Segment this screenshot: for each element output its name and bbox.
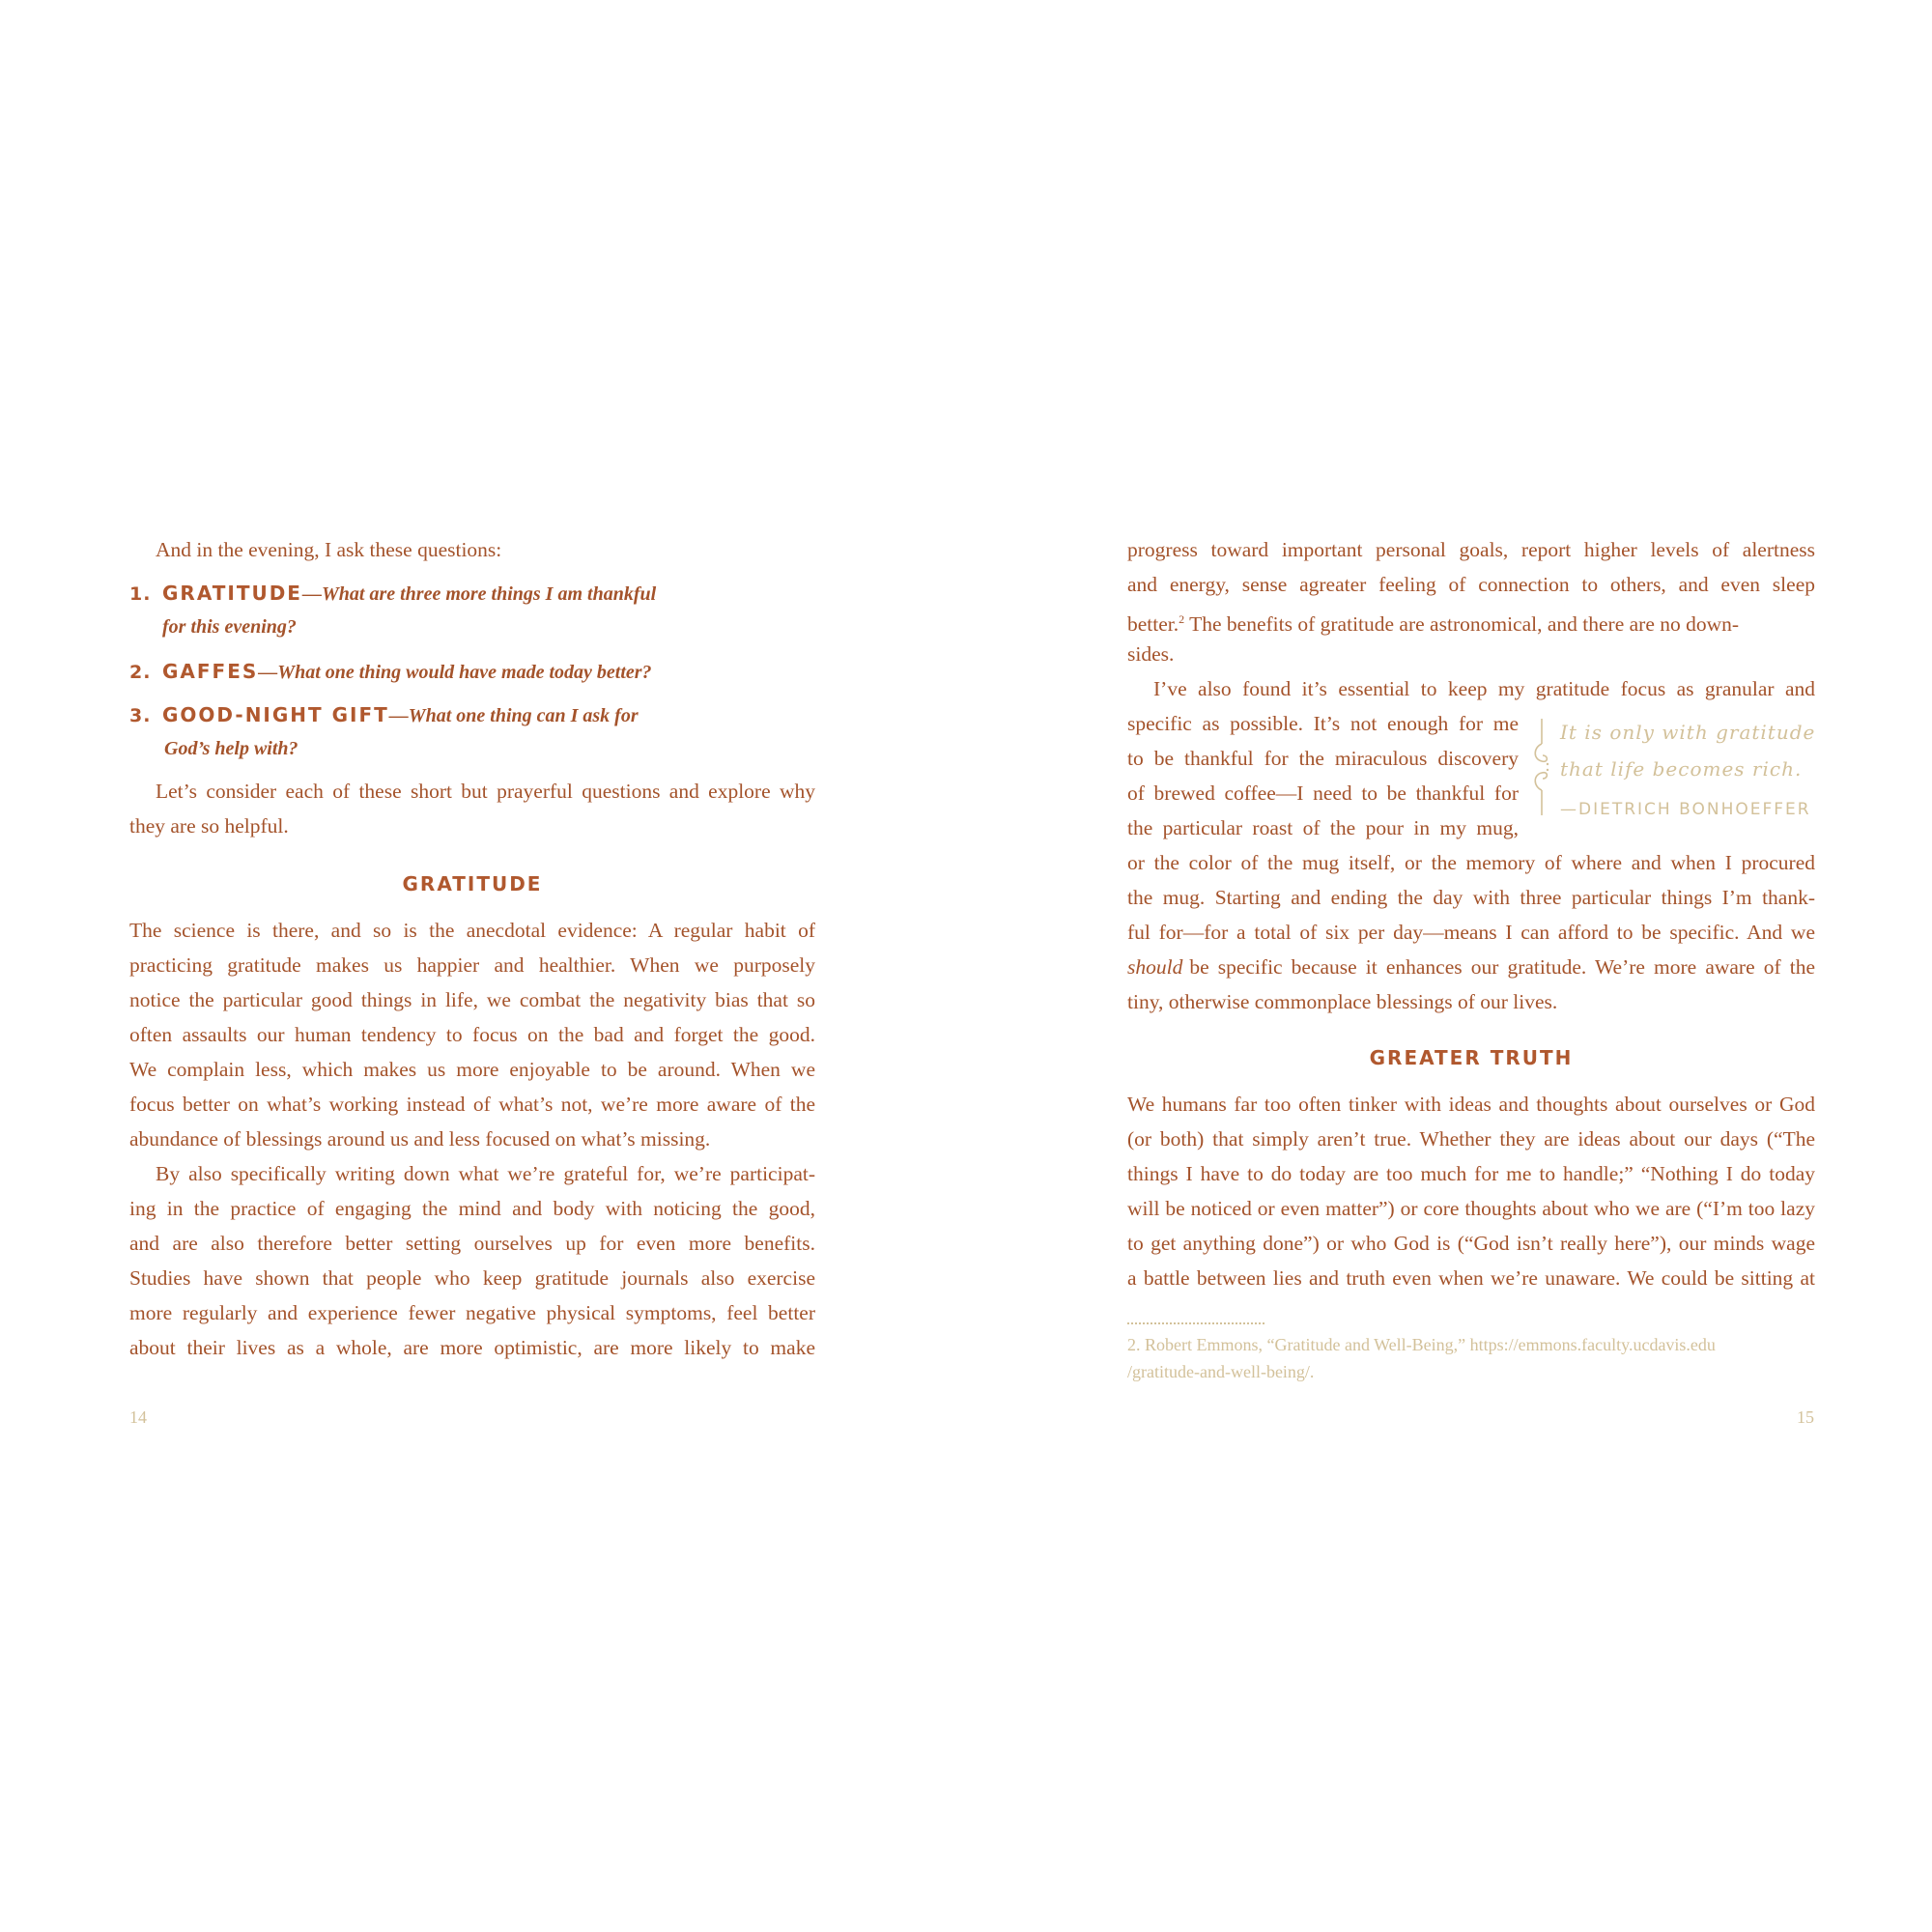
body-text: be specific because it enhances our gratitude. We’re more aware of the xyxy=(1189,955,1815,979)
body-line: focus better on what’s working instead of what’s not, we’re more aware of the xyxy=(129,1093,815,1116)
list-question-continued: for this evening? xyxy=(162,616,297,638)
list-number: 3. xyxy=(129,705,152,726)
body-line: and energy, sense agreater feeling of connection to others, and even sleep xyxy=(1127,573,1815,596)
body-line: progress toward important personal goals, report higher levels of alertness xyxy=(1127,538,1815,561)
transition-line: Let’s consider each of these short but prayerful questions and explore why xyxy=(156,780,815,803)
body-line: abundance of blessings around us and less focused on what’s missing. xyxy=(129,1127,711,1151)
list-question: What one thing can I ask for xyxy=(408,705,639,726)
body-line: things I have to do today are too much for me to handle;” “Nothing I do today xyxy=(1127,1162,1815,1185)
list-dash: — xyxy=(388,705,409,726)
body-line-with-emphasis xyxy=(1127,950,1815,984)
body-text: The benefits of gratitude are astronomical, and there are no down- xyxy=(1184,612,1740,637)
scroll-bracket-ornament-icon xyxy=(1531,717,1552,817)
body-line: We humans far too often tinker with ideas and thoughts about ourselves or God xyxy=(1127,1093,1815,1116)
transition-line: they are so helpful. xyxy=(129,814,289,838)
list-item-gratitude xyxy=(129,582,656,606)
body-line: the mug. Starting and ending the day with three particular things I’m thank- xyxy=(1127,886,1815,909)
body-line: more regularly and experience fewer negative physical symptoms, feel better xyxy=(129,1301,815,1324)
body-line: of brewed coffee—I need to be thankful for xyxy=(1127,781,1519,805)
list-question: What are three more things I am thankful xyxy=(321,583,657,605)
body-line: By also specifically writing down what we’re grateful for, we’re participat- xyxy=(156,1162,815,1185)
pull-quote-line: that life becomes rich. xyxy=(1560,757,1803,781)
body-text: better. xyxy=(1127,612,1179,637)
list-question: What one thing would have made today better? xyxy=(277,662,652,683)
body-line: sides. xyxy=(1127,642,1175,666)
list-term: GRATITUDE xyxy=(162,582,302,605)
footnote-line: /gratitude-and-well-being/. xyxy=(1127,1362,1315,1381)
footnote-marker: 2 xyxy=(1179,612,1185,626)
body-line: ful for—for a total of six per day—means I can afford to be specific. And we xyxy=(1127,921,1815,944)
list-item-gaffes xyxy=(129,660,652,684)
body-line: and are also therefore better setting ourselves up for even more benefits. xyxy=(129,1232,815,1255)
body-line: notice the particular good things in life, we combat the negativity bias that so xyxy=(129,988,815,1011)
pull-quote-attribution: —DIETRICH BONHOEFFER xyxy=(1560,800,1811,819)
body-line: ing in the practice of engaging the mind and body with noticing the good, xyxy=(129,1197,815,1220)
body-line: or the color of the mug itself, or the memory of where and when I procured xyxy=(1127,851,1815,874)
body-line: to get anything done”) or who God is (“God isn’t really here”), our minds wage xyxy=(1127,1232,1815,1255)
section-heading-gratitude: GRATITUDE xyxy=(402,872,543,895)
pull-quote xyxy=(1531,717,1840,833)
body-line: We complain less, which makes us more enjoyable to be around. When we xyxy=(129,1058,815,1081)
list-term: GAFFES xyxy=(162,660,259,683)
body-line: to be thankful for the miraculous discovery xyxy=(1127,747,1519,770)
section-heading-greater-truth: GREATER TRUTH xyxy=(1369,1046,1574,1069)
body-line: Studies have shown that people who keep gratitude journals also exercise xyxy=(129,1266,815,1290)
body-line: The science is there, and so is the anecdotal evidence: A regular habit of xyxy=(129,919,815,942)
pull-quote-line: It is only with gratitude xyxy=(1560,721,1816,744)
body-line: will be noticed or even matter”) or core thoughts about who we are (“I’m too lazy xyxy=(1127,1197,1815,1220)
list-term: GOOD-NIGHT GIFT xyxy=(162,703,389,726)
body-line-with-footnote xyxy=(1127,602,1815,641)
list-number: 1. xyxy=(129,583,152,605)
body-line: the particular roast of the pour in my mug, xyxy=(1127,816,1519,839)
body-line: specific as possible. It’s not enough for me xyxy=(1127,712,1519,735)
body-line: a battle between lies and truth even when we’re unaware. We could be sitting at xyxy=(1127,1266,1815,1290)
intro-line: And in the evening, I ask these questions: xyxy=(156,538,502,561)
body-line: I’ve also found it’s essential to keep my gratitude focus as granular and xyxy=(1153,677,1815,700)
list-dash: — xyxy=(301,583,322,605)
body-line: tiny, otherwise commonplace blessings of our lives. xyxy=(1127,990,1558,1013)
list-number: 2. xyxy=(129,662,152,683)
body-line: often assaults our human tendency to focus on the bad and forget the good. xyxy=(129,1023,815,1046)
list-dash: — xyxy=(258,662,278,683)
body-line: practicing gratitude makes us happier and healthier. When we purposely xyxy=(129,953,815,977)
body-line: about their lives as a whole, are more optimistic, are more likely to make xyxy=(129,1336,815,1359)
footnote-line: 2. Robert Emmons, “Gratitude and Well-Being,” https://emmons.faculty.ucdavis.edu xyxy=(1127,1335,1716,1354)
page-number-right: 15 xyxy=(1797,1407,1814,1427)
page-number-left: 14 xyxy=(129,1407,147,1427)
list-question-continued: God’s help with? xyxy=(164,738,298,759)
footnote-divider xyxy=(1127,1322,1264,1324)
list-item-good-night-gift xyxy=(129,703,639,727)
emphasis-word: should xyxy=(1127,955,1183,979)
body-line: (or both) that simply aren’t true. Whether they are ideas about our days (“The xyxy=(1127,1127,1815,1151)
